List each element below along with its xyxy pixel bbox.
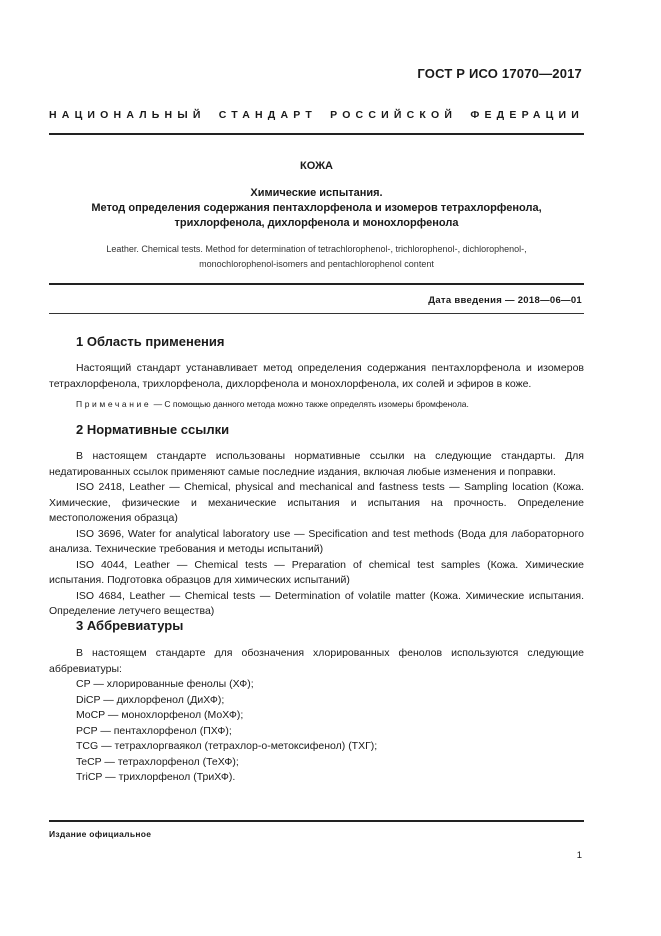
references-intro: В настоящем стандарте использованы нормативные ссылки на следующие стандарты. Для недатированных ссылок применяют самые последние издания, включая любые изменения и поправки. [49, 450, 584, 478]
english-title-line: Leather. Chemical tests. Method for determination of tetrachlorophenol-, trichlorophenol-, dichlorophenol-, [106, 244, 527, 254]
abbreviation-item: TriCP — трихлорфенол (ТриХФ). [76, 771, 236, 783]
date-divider [49, 313, 584, 314]
note-text: — С помощью данного метода можно также определять изомеры бромфенола. [151, 399, 469, 409]
scope-text: Настоящий стандарт устанавливает метод определения содержания пентахлорфенола и изомеров тетрахлорфенола, трихлорфенола, дихлорфенола и монохлорфенола, их солей и эфиров в коже. [49, 362, 584, 390]
note-label: Примечание [76, 399, 152, 409]
subtitle-line: трихлорфенола, дихлорфенола и монохлорфенола [174, 217, 459, 229]
english-title [49, 242, 584, 272]
header-divider [49, 133, 584, 135]
document-subtitle [49, 186, 584, 231]
section-heading-abbreviations: 3 Аббревиатуры [76, 618, 184, 633]
title-divider [49, 283, 584, 285]
english-title-line: monochlorophenol-isomers and pentachlorophenol content [199, 259, 434, 269]
abbreviation-item: TCG — тетрахлоргваякол (тетрахлор-о-метоксифенол) (ТХГ); [76, 740, 378, 752]
subtitle-line: Метод определения содержания пентахлорфенола и изомеров тетрахлорфенола, [91, 202, 542, 214]
footer-divider [49, 820, 584, 822]
abbreviations-list [76, 677, 377, 786]
abbreviation-item: CP — хлорированные фенолы (ХФ); [76, 678, 254, 690]
abbreviations-intro: В настоящем стандарте для обозначения хлорированных фенолов используются следующие аббревиатуры: [49, 647, 584, 675]
section-heading-references: 2 Нормативные ссылки [76, 422, 230, 437]
document-title: КОЖА [299, 160, 333, 172]
scope-note [49, 398, 584, 411]
abbreviation-item: DiCP — дихлорфенол (ДиХФ); [76, 693, 225, 706]
reference-item: ISO 4684, Leather — Chemical tests — Determination of volatile matter (Кожа. Химические испытания. Определение летучего вещества) [49, 589, 584, 617]
page-number: 1 [576, 850, 582, 861]
abbreviation-item: MoCP — монохлорфенол (МоХФ); [76, 709, 244, 721]
standard-number: ГОСТ Р ИСО 17070—2017 [417, 66, 582, 81]
abbreviation-item: TeCP — тетрахлорфенол (ТеХФ); [76, 755, 239, 768]
introduction-date: Дата введения — 2018—06—01 [428, 295, 582, 306]
section-heading-scope: 1 Область применения [76, 334, 225, 349]
reference-item: ISO 4044, Leather — Chemical tests — Preparation of chemical test samples (Кожа. Химические испытания. Подготовка образцов для химических испытаний) [49, 558, 584, 586]
abbreviation-item: PCP — пентахлорфенол (ПХФ); [76, 724, 232, 737]
reference-item: ISO 3696, Water for analytical laboratory use — Specification and test methods (Вода для лабораторного анализа. Технические требования и методы испытаний) [49, 527, 584, 555]
national-standard-heading: НАЦИОНАЛЬНЫЙ СТАНДАРТ РОССИЙСКОЙ ФЕДЕРАЦИИ [49, 109, 584, 121]
subtitle-line: Химические испытания. [250, 187, 383, 199]
reference-item: ISO 2418, Leather — Chemical, physical and mechanical and fastness tests — Sampling location (Кожа. Химические, физические и механические испытания и испытания на прочность. Определение местоположения образца) [49, 481, 584, 524]
official-edition-label: Издание официальное [49, 829, 152, 839]
references-content [49, 449, 584, 620]
